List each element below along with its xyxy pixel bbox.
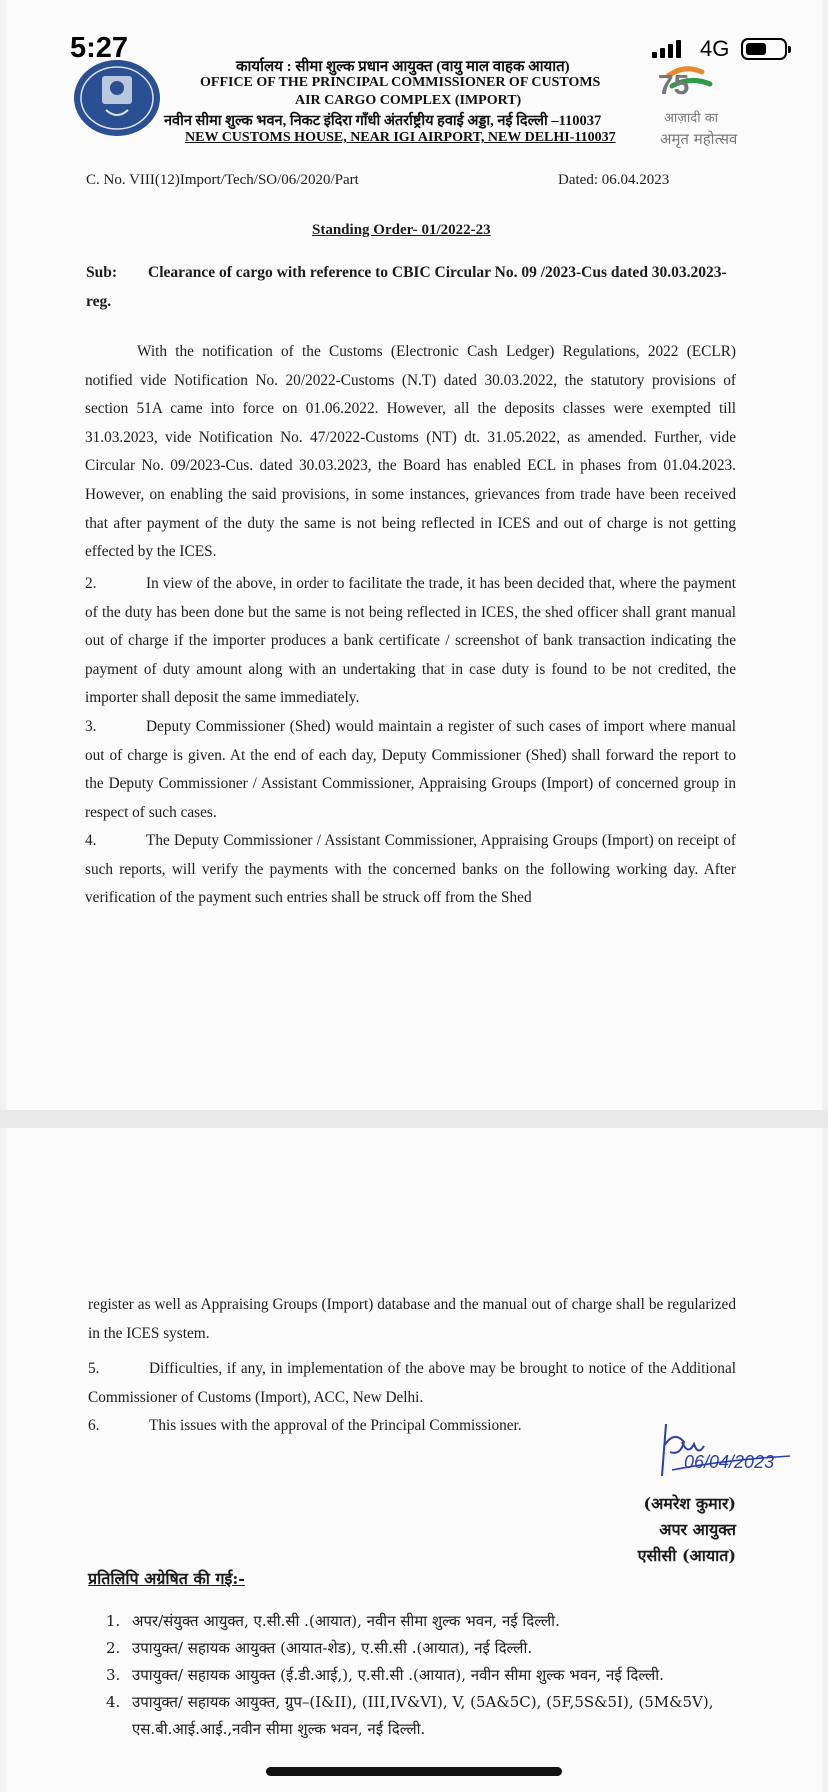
status-time: 5:27 [70, 32, 129, 64]
paragraph-number: 2. [85, 575, 97, 592]
paragraph-number: 6. [88, 1417, 100, 1434]
handwritten-date: 06/04/2023 [684, 1452, 775, 1472]
copy-to-item: 1. अपर/संयुक्त आयुक्त, ए.सी.सी .(आयात), नवीन सीमा शुल्क भवन, नई दिल्ली. [106, 1612, 560, 1630]
copy-to-item: 2. उपायुक्त/ सहायक आयुक्त (आयात-शेड), ए.सी.सी .(आयात), नई दिल्ली. [106, 1639, 533, 1657]
home-indicator[interactable] [266, 1767, 562, 1776]
signatory-office: एसीसी (आयात) [637, 1546, 736, 1565]
svg-text:आज़ादी का: आज़ादी का [664, 111, 719, 126]
customs-emblem-icon [72, 58, 162, 138]
document-title: Standing Order- 01/2022-23 [312, 222, 491, 238]
handwritten-signature [654, 1416, 794, 1496]
signatory-designation: अपर आयुक्त [659, 1520, 736, 1539]
subject-line [86, 258, 736, 316]
paragraph-number: 5. [88, 1360, 100, 1377]
copy-to-item: 4. उपायुक्त/ सहायक आयुक्त, ग्रुप–(I&II), (III,IV&VI), V, (5A&5C), (5F,5S&5I), (5M&5V), एस.बी.आई.आई.,नवीन सीमा शुल्क भवन, नई दिल्ली. [106, 1693, 714, 1738]
subject-text: Clearance of cargo with reference to CBIC Circular No. 09 /2023-Cus dated 30.03.2023- reg. [86, 264, 727, 310]
date: Dated: 06.04.2023 [558, 172, 670, 188]
battery-icon [741, 38, 787, 60]
paragraph-2 [85, 570, 736, 713]
paragraph-3 [85, 713, 736, 827]
azadi-ka-amrit-mahotsav-logo-icon [650, 56, 740, 152]
paragraph-text: In view of the above, in order to facilitate the trade, it has been decided that, where the payment of the duty has been done but the same is not being reflected in ICES, the shed officer shall grant manual out of charge if the importer produces a bank certificate / screenshot of bank transaction indicating the payment of duty amount along with an undertaking that in case duty is found to be not credited, the importer shall deposit the same immediately. [85, 575, 736, 707]
paragraph-number: 3. [85, 718, 97, 735]
network-type: 4G [700, 36, 730, 61]
svg-text:अमृत महोत्सव: अमृत महोत्सव [660, 130, 738, 148]
header-english-line-2: AIR CARGO COMPLEX (IMPORT) [295, 93, 522, 108]
signatory-name: (अमरेश कुमार) [643, 1494, 736, 1513]
paragraph-number: 4. [85, 832, 97, 849]
svg-text:75: 75 [658, 69, 690, 100]
page-separator [0, 1110, 828, 1128]
paragraph-text: Difficulties, if any, in implementation of the above may be brought to notice of the Additional Commissioner of Customs (Import), ACC, New Delhi. [88, 1360, 736, 1406]
file-number: C. No. VIII(12)Import/Tech/SO/06/2020/Part [86, 172, 359, 188]
paragraph-6 [88, 1412, 736, 1441]
paragraph-4-continued: register as well as Appraising Groups (Import) database and the manual out of charge shall be regularized in the ICES system. [88, 1296, 736, 1342]
paragraph-text: Deputy Commissioner (Shed) would maintain a register of such cases of import where manual out of charge is given. At the end of each day, Deputy Commissioner (Shed) shall forward the report to the Deputy Commissioner / Assistant Commissioner, Appraising Groups (Import) of concerned group in respect of such cases. [85, 718, 736, 821]
paragraph-5 [88, 1355, 736, 1412]
paragraph-1: With the notification of the Customs (Electronic Cash Ledger) Regulations, 2022 (ECLR) notified vide Notification No. 20/2022-Customs (N.T) dated 30.03.2022, the statutory provisions of section 51A came into force on 01.06.2022. However, all the deposits classes were exempted till 31.03.2023, vide Notification No. 47/2022-Customs (NT) dt. 31.05.2022, as amended. Further, vide Circular No. 09/2023-Cus. dated 30.03.2023, the Board has enabled ECL in phases from 01.04.2023. However, on enabling the said provisions, in some instances, grievances from trade have been received that after payment of the duty the same is not being reflected in ICES and out of charge is not getting effected by the ICES. [85, 343, 736, 561]
paragraph-4 [85, 827, 736, 913]
header-english-line-1: OFFICE OF THE PRINCIPAL COMMISSIONER OF CUSTOMS [200, 75, 601, 90]
copy-to-list [106, 1608, 746, 1743]
paragraph-text: This issues with the approval of the Principal Commissioner. [149, 1417, 522, 1434]
subject-label: Sub: [86, 264, 118, 281]
header-english-address: NEW CUSTOMS HOUSE, NEAR IGI AIRPORT, NEW DELHI-110037 [185, 130, 616, 145]
paragraph-text: The Deputy Commissioner / Assistant Commissioner, Appraising Groups (Import) on receipt of such reports, will verify the payments with the concerned banks on the following working day. After verification of the payment such entries shall be struck off from the Shed [85, 832, 736, 907]
header-hindi-address: नवीन सीमा शुल्क भवन, निकट इंदिरा गाँधी अंतर्राष्ट्रीय हवाई अड्डा, नई दिल्ली –110037 [164, 113, 602, 129]
copy-to-item: 3. उपायुक्त/ सहायक आयुक्त (ई.डी.आई,), ए.सी.सी .(आयात), नवीन सीमा शुल्क भवन, नई दिल्ली. [106, 1666, 664, 1684]
copy-to-heading: प्रतिलिपि अग्रेषित की गई:- [88, 1569, 245, 1588]
header-hindi-line-1: कार्यालय : सीमा शुल्क प्रधान आयुक्त (वायु माल वाहक आयात) [236, 59, 570, 75]
